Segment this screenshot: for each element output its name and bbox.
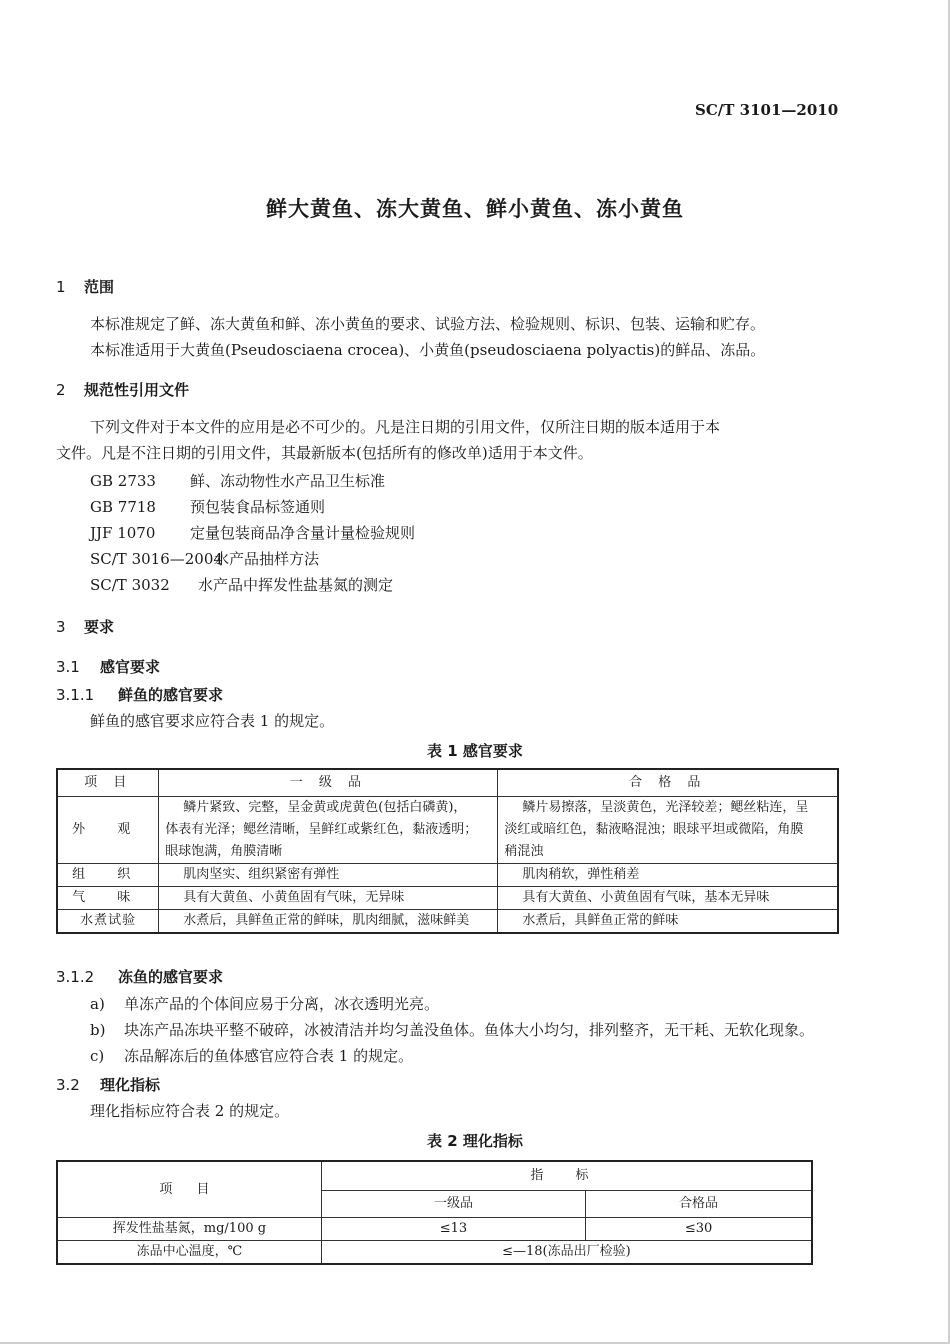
paragraph: 下列文件对于本文件的应用是必不可少的。凡是注日期的引用文件，仅所注日期的版本适用于本 bbox=[90, 418, 721, 436]
section-title: 感官要求 bbox=[100, 658, 161, 676]
list-item bbox=[90, 1045, 413, 1066]
paragraph: 理化指标应符合表 2 的规定。 bbox=[90, 1102, 290, 1120]
section-3-1-1-heading bbox=[56, 684, 223, 705]
reference-code: SC/T 3032 bbox=[90, 576, 170, 594]
section-number: 3.1.2 bbox=[56, 968, 95, 986]
reference-title: 水产品中挥发性盐基氮的测定 bbox=[198, 576, 394, 594]
list-item bbox=[90, 993, 439, 1014]
reference-item bbox=[90, 470, 385, 491]
table-row bbox=[57, 887, 838, 910]
table-1 bbox=[56, 768, 839, 934]
section-3-1-heading bbox=[56, 656, 160, 677]
table-row bbox=[57, 864, 838, 887]
header-cell: 一级品 bbox=[321, 1191, 585, 1218]
reference-code: GB 2733 bbox=[90, 472, 156, 490]
cell-line: 鳞片易擦落，呈淡黄色，光泽较差；鳃丝粘连，呈 bbox=[522, 800, 809, 815]
list-marker: b) bbox=[90, 1021, 106, 1039]
list-text: 块冻产品冻块平整不破碎，冰被清洁并均匀盖没鱼体。鱼体大小均匀，排列整齐，无干耗、无软化现象。 bbox=[124, 1021, 815, 1039]
cell-line: 鳞片紧致、完整，呈金黄或虎黄色(包括白磷黄)， bbox=[183, 800, 467, 815]
grade1-cell bbox=[159, 797, 498, 864]
header-cell: 项 目 bbox=[57, 1161, 321, 1218]
section-3-2-heading bbox=[56, 1074, 160, 1095]
reference-item bbox=[90, 574, 393, 595]
list-marker: c) bbox=[90, 1047, 105, 1065]
paragraph: 文件。凡是不注日期的引用文件，其最新版本(包括所有的修改单)适用于本文件。 bbox=[56, 444, 593, 462]
reference-code: GB 7718 bbox=[90, 498, 156, 516]
paragraph: 本标准规定了鲜、冻大黄鱼和鲜、冻小黄鱼的要求、试验方法、检验规则、标识、包装、运输和贮存。 bbox=[90, 315, 766, 333]
grade1-cell: ≤13 bbox=[321, 1218, 585, 1241]
cell-line: 眼球饱满，角膜清晰 bbox=[165, 844, 283, 859]
paragraph: 鲜鱼的感官要求应符合表 1 的规定。 bbox=[90, 712, 335, 730]
table-row bbox=[57, 797, 838, 864]
table-1-caption: 表 1 感官要求 bbox=[427, 742, 523, 760]
section-number: 3.1.1 bbox=[56, 686, 95, 704]
reference-title: 鲜、冻动物性水产品卫生标准 bbox=[190, 472, 386, 490]
grade1-cell: 肌肉坚实、组织紧密有弹性 bbox=[159, 864, 498, 887]
section-number: 3 bbox=[56, 618, 66, 636]
header-cell: 合 格 品 bbox=[498, 769, 838, 797]
reference-item bbox=[90, 496, 325, 517]
reference-title: 定量包装商品净含量计量检验规则 bbox=[190, 524, 416, 542]
qualified-cell bbox=[498, 797, 838, 864]
table-header-row bbox=[57, 769, 838, 797]
header-cell: 指 标 bbox=[321, 1161, 812, 1191]
list-text: 单冻产品的个体间应易于分离，冰衣透明光亮。 bbox=[124, 995, 440, 1013]
table-2-caption: 表 2 理化指标 bbox=[427, 1132, 523, 1150]
list-marker: a) bbox=[90, 995, 105, 1013]
section-title: 理化指标 bbox=[100, 1076, 161, 1094]
section-title: 规范性引用文件 bbox=[84, 381, 190, 399]
section-1-heading bbox=[56, 276, 114, 297]
header-cell: 项 目 bbox=[57, 769, 159, 797]
item-cell: 组 织 bbox=[57, 864, 159, 887]
table-row bbox=[57, 1218, 812, 1241]
paragraph: 本标准适用于大黄鱼(Pseudosciaena crocea)、小黄鱼(pseudosciaena polyactis)的鲜品、冻品。 bbox=[90, 341, 766, 359]
section-title: 要求 bbox=[84, 618, 115, 636]
table-header-row bbox=[57, 1161, 812, 1191]
page-title: 鲜大黄鱼、冻大黄鱼、鲜小黄鱼、冻小黄鱼 bbox=[266, 197, 684, 221]
section-2-heading bbox=[56, 379, 189, 400]
reference-title: 预包装食品标签通则 bbox=[190, 498, 326, 516]
table-row bbox=[57, 1241, 812, 1265]
list-text: 冻品解冻后的鱼体感官应符合表 1 的规定。 bbox=[124, 1047, 414, 1065]
item-cell: 水煮试验 bbox=[57, 910, 159, 934]
grade1-cell: 具有大黄鱼、小黄鱼固有气味，无异味 bbox=[159, 887, 498, 910]
cell-line: 体表有光泽；鳃丝清晰，呈鲜红或紫红色，黏液透明； bbox=[165, 822, 478, 837]
header-cell: 一 级 品 bbox=[159, 769, 498, 797]
grade1-cell: 水煮后，具鲜鱼正常的鲜味，肌肉细腻，滋味鲜美 bbox=[159, 910, 498, 934]
section-3-1-2-heading bbox=[56, 966, 223, 987]
section-title: 冻鱼的感官要求 bbox=[118, 968, 224, 986]
cell-line: 淡红或暗红色，黏液略混浊；眼球平坦或微陷，角膜 bbox=[504, 822, 804, 837]
section-title: 鲜鱼的感官要求 bbox=[118, 686, 224, 704]
item-cell: 气 味 bbox=[57, 887, 159, 910]
list-item bbox=[90, 1019, 814, 1040]
section-title: 范围 bbox=[84, 278, 115, 296]
item-cell: 冻品中心温度，℃ bbox=[57, 1241, 321, 1265]
reference-code: SC/T 3016—2004 bbox=[90, 550, 223, 568]
item-cell: 挥发性盐基氮，mg/100 g bbox=[57, 1218, 321, 1241]
merged-value-cell: ≤—18(冻品出厂检验) bbox=[321, 1241, 812, 1265]
qualified-cell: ≤30 bbox=[586, 1218, 812, 1241]
header-cell: 合格品 bbox=[586, 1191, 812, 1218]
table-2 bbox=[56, 1160, 813, 1265]
section-number: 2 bbox=[56, 381, 66, 399]
doc-number: SC/T 3101—2010 bbox=[695, 101, 839, 119]
section-number: 3.1 bbox=[56, 658, 80, 676]
item-cell: 外 观 bbox=[57, 797, 159, 864]
reference-item bbox=[90, 522, 415, 543]
section-number: 1 bbox=[56, 278, 66, 296]
reference-code: JJF 1070 bbox=[90, 524, 156, 542]
qualified-cell: 肌肉稍软，弹性稍差 bbox=[498, 864, 838, 887]
qualified-cell: 水煮后，具鲜鱼正常的鲜味 bbox=[498, 910, 838, 934]
section-number: 3.2 bbox=[56, 1076, 80, 1094]
reference-item bbox=[90, 548, 319, 569]
cell-line: 稍混浊 bbox=[504, 844, 544, 859]
table-row bbox=[57, 910, 838, 934]
section-3-heading bbox=[56, 616, 114, 637]
qualified-cell: 具有大黄鱼、小黄鱼固有气味，基本无异味 bbox=[498, 887, 838, 910]
reference-title: 水产品抽样方法 bbox=[214, 550, 320, 568]
